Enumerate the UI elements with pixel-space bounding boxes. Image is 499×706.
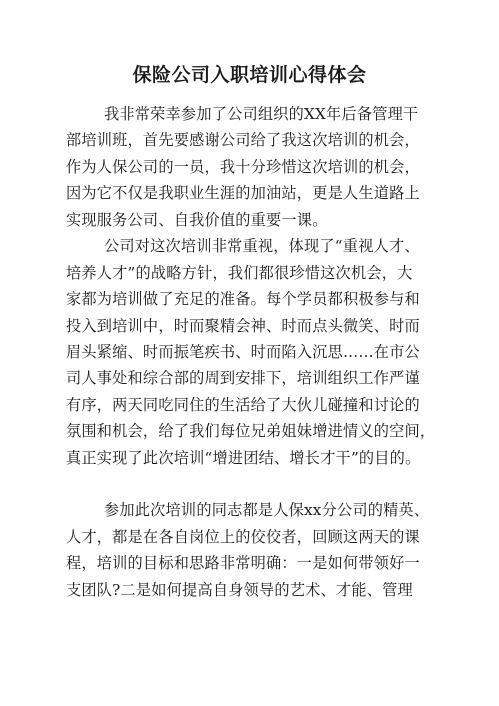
paragraph-1-line-2: 部培训班，首先要感谢公司给了我这次培训的机会， bbox=[66, 131, 420, 149]
paragraph-2-line-7: 有序，两天同吃同住的生活给了大伙儿碰撞和讨论的 bbox=[66, 396, 420, 414]
paragraph-2-line-1: 公司对这次培训非常重视，体现了“重视人才、 bbox=[104, 237, 420, 255]
paragraph-1-line-1: 我非常荣幸参加了公司组织的XX年后备管理干 bbox=[104, 105, 419, 123]
paragraph-2-line-9: 真正实现了此次培训“增进团结、增长才干”的目的。 bbox=[66, 449, 421, 467]
paragraph-2-line-2: 培养人才”的战略方针，我们都很珍惜这次机会，大 bbox=[66, 264, 413, 282]
paragraph-3-line-2: 人才，都是在各自岗位上的佼佼者，回顾这两天的课 bbox=[66, 528, 420, 546]
paragraph-1-line-3: 作为人保公司的一员，我十分珍惜这次培训的机会， bbox=[66, 158, 420, 176]
paragraph-1-line-5: 实现服务公司、自我价值的重要一课。 bbox=[66, 211, 328, 229]
paragraph-2-line-4: 投入到培训中，时而聚精会神、时而点头微笑、时而 bbox=[66, 317, 420, 335]
paragraph-2-line-5: 眉头紧缩、时而振笔疾书、时而陷入沉思……在市公 bbox=[66, 343, 420, 361]
paragraph-2-line-6: 司人事处和综合部的周到安排下，培训组织工作严谨 bbox=[66, 369, 420, 387]
paragraph-3-line-3: 程，培训的目标和思路非常明确：一是如何带领好一 bbox=[66, 554, 420, 572]
paragraph-1-line-4: 因为它不仅是我职业生涯的加油站，更是人生道路上 bbox=[66, 184, 420, 202]
document-title: 保险公司入职培训心得体会 bbox=[132, 64, 367, 86]
paragraph-2-line-3: 家都为培训做了充足的准备。每个学员都积极参与和 bbox=[66, 290, 420, 308]
paragraph-3-line-4: 支团队?二是如何提高自身领导的艺术、才能、管理 bbox=[66, 581, 413, 599]
paragraph-2-line-8: 氛围和机会，给了我们每位兄弟姐妹增进情义的空间， bbox=[66, 422, 436, 440]
paragraph-3-line-1: 参加此次培训的同志都是人保xx分公司的精英、 bbox=[104, 501, 430, 519]
